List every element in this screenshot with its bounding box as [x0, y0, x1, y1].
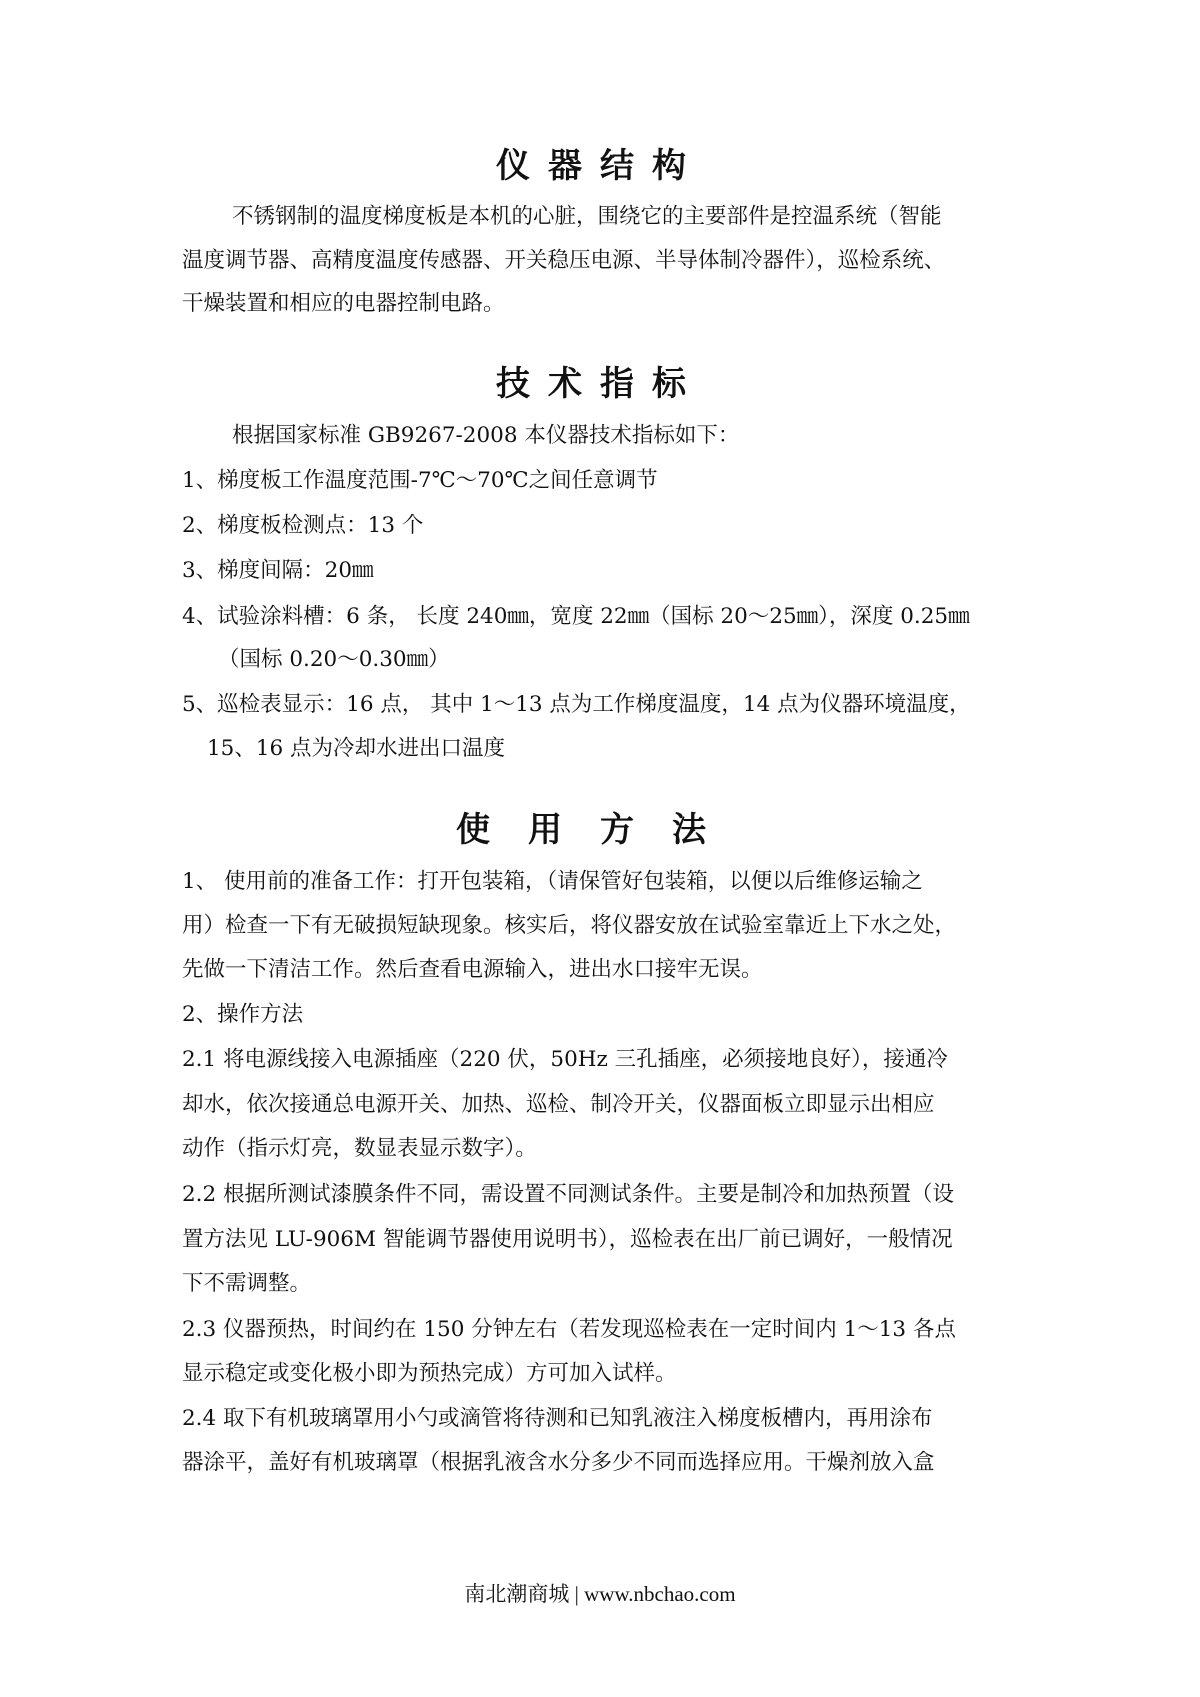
specs-item-5-cont: 15、16 点为冷却水进出口温度 — [207, 736, 506, 761]
usage-line-6: 却水，依次接通总电源开关、加热、巡检、制冷开关，仪器面板立即显示出相应 — [182, 1092, 935, 1117]
heading-specs: 技术指标 — [496, 364, 704, 404]
usage-line-8: 2.2 根据所测试漆膜条件不同，需设置不同测试条件。主要是制冷和加热预置（设 — [182, 1182, 955, 1207]
specs-item-4: 4、试验涂料槽：6 条， 长度 240㎜，宽度 22㎜（国标 20～25㎜），深度 0.25㎜ — [182, 604, 970, 629]
specs-item-3: 3、梯度间隔：20㎜ — [182, 558, 374, 583]
usage-line-7: 动作（指示灯亮，数显表显示数字）。 — [182, 1136, 537, 1161]
usage-line-3: 先做一下清洁工作。然后查看电源输入，进出水口接牢无误。 — [182, 957, 763, 982]
usage-line-2: 用）检查一下有无破损短缺现象。核实后，将仪器安放在试验室靠近上下水之处， — [182, 913, 957, 938]
usage-line-9: 置方法见 LU-906M 智能调节器使用说明书），巡检表在出厂前已调好，一般情况 — [182, 1227, 953, 1252]
usage-line-1: 1、 使用前的准备工作：打开包装箱，（请保管好包装箱，以便以后维修运输之 — [182, 869, 923, 894]
structure-line-3: 干燥装置和相应的电器控制电路。 — [182, 291, 505, 316]
footer-watermark: 南北潮商城 | www.nbchao.com — [464, 1582, 736, 1606]
specs-item-4-cont: （国标 0.20～0.30㎜） — [218, 647, 450, 672]
specs-item-2: 2、梯度板检测点：13 个 — [182, 513, 424, 538]
usage-line-12: 显示稳定或变化极小即为预热完成）方可加入试样。 — [182, 1361, 677, 1386]
heading-usage: 使用方法 — [456, 810, 744, 850]
heading-structure: 仪器结构 — [496, 146, 704, 186]
specs-item-1: 1、梯度板工作温度范围-7℃～70℃之间任意调节 — [182, 468, 658, 493]
structure-line-2: 温度调节器、高精度温度传感器、开关稳压电源、半导体制冷器件），巡检系统、 — [182, 248, 946, 273]
usage-line-5: 2.1 将电源线接入电源插座（220 伏，50Hz 三孔插座，必须接地良好），接通冷 — [182, 1047, 948, 1072]
usage-line-10: 下不需调整。 — [182, 1271, 312, 1296]
usage-line-11: 2.3 仪器预热，时间约在 150 分钟左右（若发现巡检表在一定时间内 1～13 各点 — [182, 1317, 956, 1342]
usage-line-14: 器涂平，盖好有机玻璃罩（根据乳液含水分多少不同而选择应用。干燥剂放入盒 — [182, 1450, 935, 1475]
usage-line-4: 2、操作方法 — [182, 1002, 304, 1027]
specs-intro: 根据国家标准 GB9267-2008 本仪器技术指标如下： — [232, 423, 740, 448]
specs-item-5: 5、巡检表显示：16 点， 其中 1～13 点为工作梯度温度，14 点为仪器环境温度， — [182, 692, 971, 717]
structure-line-1: 不锈钢制的温度梯度板是本机的心脏，围绕它的主要部件是控温系统（智能 — [232, 204, 942, 229]
usage-line-13: 2.4 取下有机玻璃罩用小勺或滴管将待测和已知乳液注入梯度板槽内，再用涂布 — [182, 1406, 933, 1431]
